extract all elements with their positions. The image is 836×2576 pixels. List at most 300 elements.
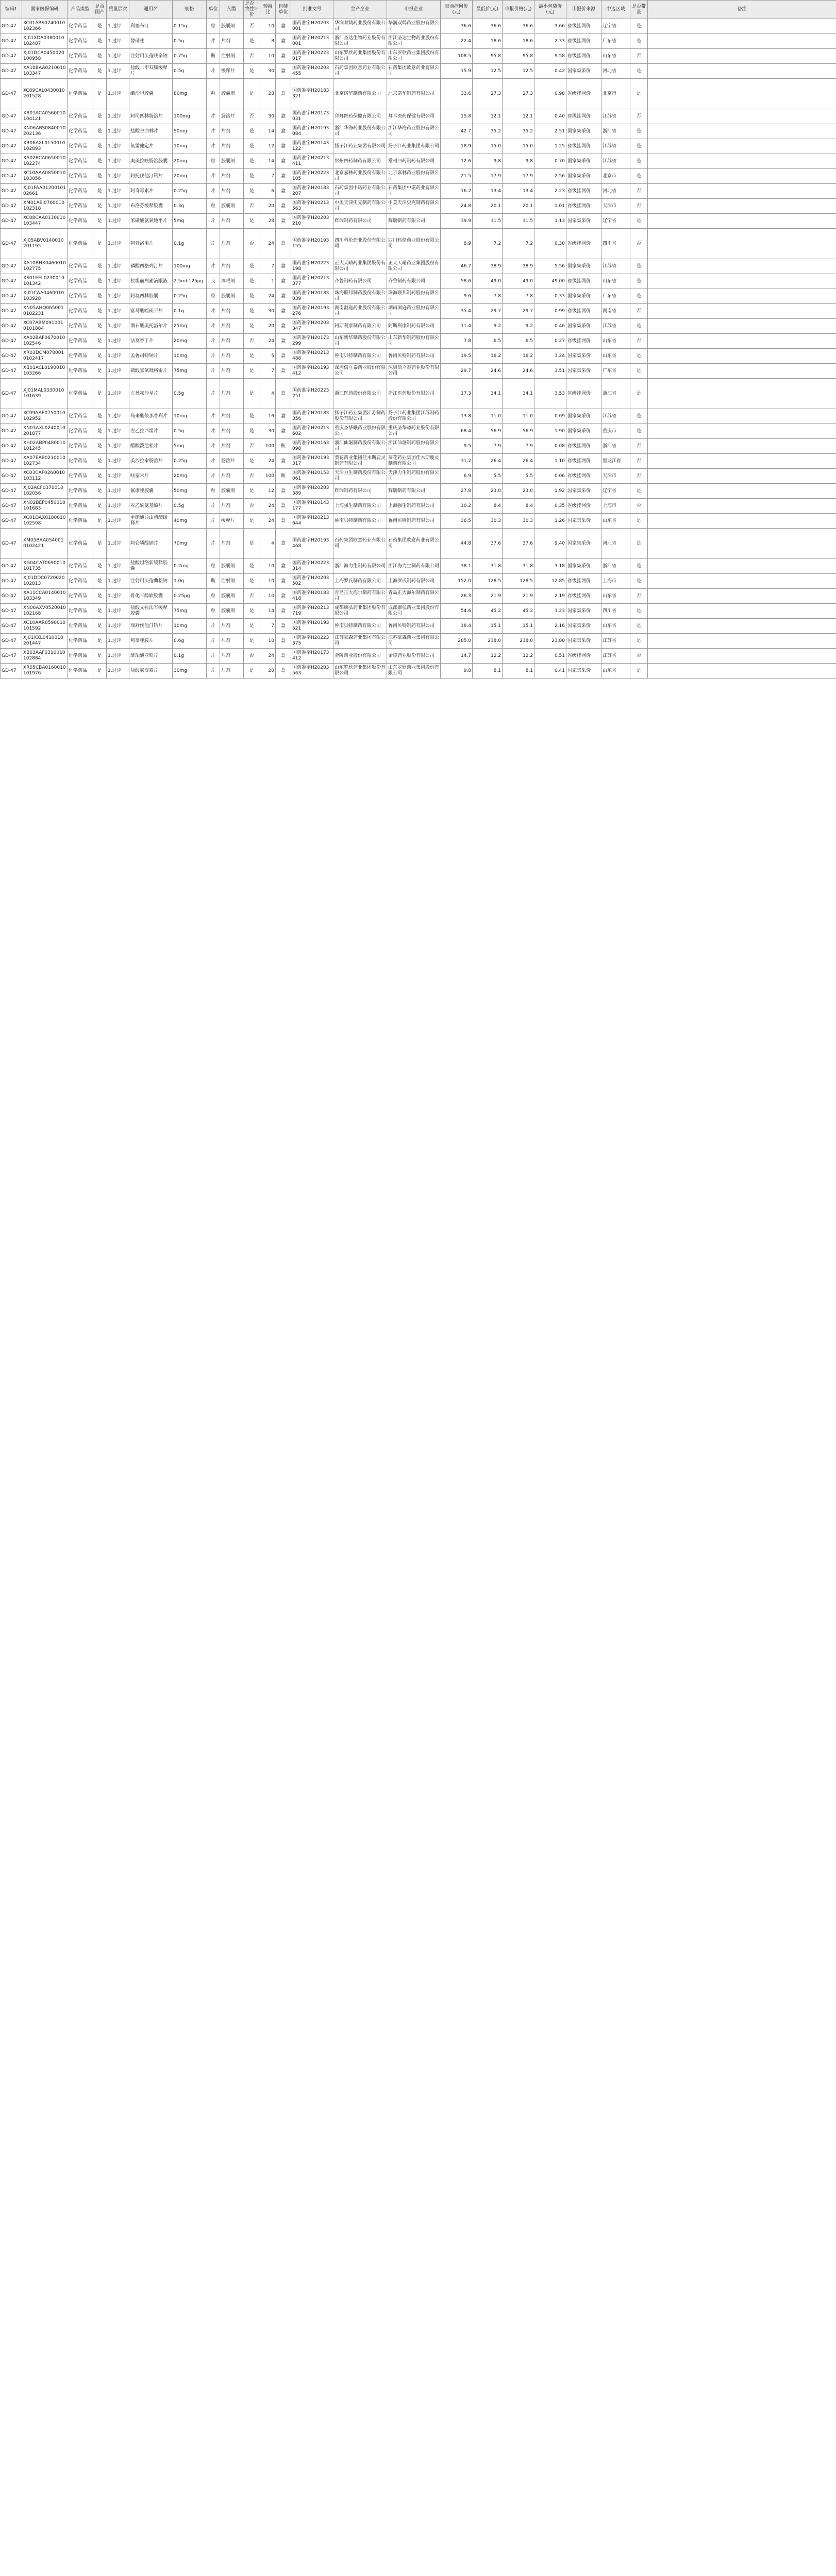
cell-low[interactable]: 15.0 (473, 139, 503, 154)
cell-name[interactable]: 孟鲁司特钠片 (129, 349, 173, 364)
cell-region[interactable]: 山东省 (601, 589, 630, 604)
cell-min[interactable]: 3.24 (534, 349, 566, 364)
cell-src[interactable]: 国家集采价 (566, 634, 601, 649)
cell-lvl[interactable]: 1.过评 (107, 79, 129, 109)
cell-maker[interactable]: 浙江医药股份有限公司 (333, 379, 387, 409)
cell-low[interactable]: 9.8 (473, 154, 503, 169)
cell-form[interactable]: 胶囊剂 (220, 79, 244, 109)
cell-eval[interactable]: 是 (244, 454, 260, 469)
cell-note[interactable] (648, 379, 836, 409)
cell-note[interactable] (648, 214, 836, 229)
cell-type[interactable]: 化学药品 (68, 304, 93, 319)
cell-pack[interactable]: 瓶 (276, 469, 291, 484)
cell-low[interactable]: 20.1 (473, 199, 503, 214)
cell-decl[interactable]: 常州四药制药有限公司 (387, 154, 441, 169)
cell-decl[interactable]: 浙江海力生制药有限公司 (387, 559, 441, 574)
cell-conv[interactable]: 10 (260, 574, 276, 589)
cell-note[interactable] (648, 64, 836, 79)
cell-price[interactable]: 7.8 (441, 334, 473, 349)
cell-offer[interactable]: 238.0 (503, 634, 534, 649)
table-row[interactable] (1, 79, 836, 109)
cell-lvl[interactable]: 1.过评 (107, 34, 129, 49)
cell-type[interactable]: 化学药品 (68, 109, 93, 124)
cell-dom[interactable]: 是 (93, 649, 107, 664)
cell-price[interactable]: 33.6 (441, 79, 473, 109)
cell-maker[interactable]: 拜耳医药保健有限公司 (333, 109, 387, 124)
cell-price[interactable]: 44.8 (441, 529, 473, 559)
cell-offer[interactable]: 12.2 (503, 649, 534, 664)
cell-dom[interactable]: 是 (93, 274, 107, 289)
cell-type[interactable]: 化学药品 (68, 214, 93, 229)
cell-price[interactable]: 29.7 (441, 364, 473, 379)
cell-maker[interactable]: 重庆圣华曦药业股份有限公司 (333, 424, 387, 439)
cell-src[interactable]: 国家集采价 (566, 214, 601, 229)
cell-spec[interactable]: 50mg (173, 484, 207, 499)
cell-low[interactable]: 29.7 (473, 304, 503, 319)
table-row[interactable] (1, 19, 836, 34)
cell-name[interactable]: 奥美拉唑肠溶胶囊 (129, 154, 173, 169)
cell-vbp[interactable]: 是 (630, 139, 648, 154)
cell-eval[interactable]: 是 (244, 349, 260, 364)
cell-decl[interactable]: 正大天晴药业集团股份有限公司 (387, 259, 441, 274)
cell-approval[interactable]: 国药准字H20213411 (291, 154, 333, 169)
cell-code[interactable]: XJ01MAL0330010101639 (22, 379, 68, 409)
cell-type[interactable]: 化学药品 (68, 364, 93, 379)
cell-price[interactable]: 35.4 (441, 304, 473, 319)
cell-offer[interactable]: 6.5 (503, 334, 534, 349)
column-header[interactable]: 规格 (173, 1, 207, 19)
cell-pack[interactable]: 盒 (276, 364, 291, 379)
cell-name[interactable]: 盐酸舍曲林片 (129, 124, 173, 139)
cell-lvl[interactable]: 1.过评 (107, 469, 129, 484)
cell-approval[interactable]: 国药准字H20183039 (291, 289, 333, 304)
column-header[interactable]: 最低价(元) (473, 1, 503, 19)
cell-id[interactable]: GD-47 (1, 574, 22, 589)
cell-low[interactable]: 24.6 (473, 364, 503, 379)
cell-dom[interactable]: 是 (93, 604, 107, 619)
column-header[interactable]: 备注 (648, 1, 836, 19)
cell-conv[interactable]: 20 (260, 199, 276, 214)
cell-lvl[interactable]: 1.过评 (107, 259, 129, 274)
cell-region[interactable]: 浙江省 (601, 439, 630, 454)
cell-price[interactable]: 9.5 (441, 439, 473, 454)
cell-name[interactable]: 酒石酸美托洛尔片 (129, 319, 173, 334)
table-row[interactable] (1, 454, 836, 469)
cell-type[interactable]: 化学药品 (68, 259, 93, 274)
cell-pack[interactable]: 盒 (276, 214, 291, 229)
cell-approval[interactable]: 国药准字H20203210 (291, 214, 333, 229)
column-header[interactable]: 通用名 (129, 1, 173, 19)
cell-conv[interactable]: 8 (260, 34, 276, 49)
cell-dom[interactable]: 是 (93, 379, 107, 409)
cell-src[interactable]: 国家集采价 (566, 259, 601, 274)
cell-form[interactable]: 片剂 (220, 349, 244, 364)
cell-name[interactable]: 阿司匹林肠溶片 (129, 109, 173, 124)
cell-form[interactable]: 片剂 (220, 409, 244, 424)
cell-vbp[interactable]: 是 (630, 169, 648, 184)
cell-form[interactable]: 胶囊剂 (220, 19, 244, 34)
cell-unit[interactable]: 粒 (207, 154, 220, 169)
cell-min[interactable]: 3.51 (534, 364, 566, 379)
cell-name[interactable]: 阿托伐他汀钙片 (129, 169, 173, 184)
cell-eval[interactable]: 否 (244, 649, 260, 664)
cell-price[interactable]: 18.9 (441, 139, 473, 154)
cell-name[interactable]: 拉坦前列素滴眼液 (129, 274, 173, 289)
cell-src[interactable]: 国家集采价 (566, 319, 601, 334)
cell-code[interactable]: XB01ACL0190010103266 (22, 364, 68, 379)
cell-decl[interactable]: 辉瑞制药有限公司 (387, 484, 441, 499)
cell-lvl[interactable]: 1.过评 (107, 274, 129, 289)
table-row[interactable] (1, 169, 836, 184)
cell-note[interactable] (648, 529, 836, 559)
cell-unit[interactable]: 片 (207, 139, 220, 154)
cell-dom[interactable]: 是 (93, 349, 107, 364)
cell-type[interactable]: 化学药品 (68, 649, 93, 664)
cell-type[interactable]: 化学药品 (68, 379, 93, 409)
cell-vbp[interactable]: 否 (630, 229, 648, 259)
cell-spec[interactable]: 0.15g (173, 19, 207, 34)
cell-decl[interactable]: 江苏豪森药业集团有限公司 (387, 634, 441, 649)
cell-decl[interactable]: 上海强生制药有限公司 (387, 499, 441, 514)
cell-min[interactable]: 3.66 (534, 19, 566, 34)
cell-spec[interactable]: 70mg (173, 529, 207, 559)
table-row[interactable] (1, 379, 836, 409)
cell-approval[interactable]: 国药准字H20203455 (291, 64, 333, 79)
cell-lvl[interactable]: 1.过评 (107, 19, 129, 34)
cell-pack[interactable]: 盒 (276, 154, 291, 169)
table-row[interactable] (1, 34, 836, 49)
cell-offer[interactable]: 11.0 (503, 409, 534, 424)
cell-id[interactable]: GD-47 (1, 274, 22, 289)
cell-id[interactable]: GD-47 (1, 529, 22, 559)
column-header[interactable]: 生产企业 (333, 1, 387, 19)
cell-min[interactable]: 3.23 (534, 604, 566, 619)
cell-pack[interactable]: 盒 (276, 124, 291, 139)
cell-maker[interactable]: 北京嘉林药业股份有限公司 (333, 169, 387, 184)
cell-id[interactable]: GD-47 (1, 124, 22, 139)
cell-conv[interactable]: 24 (260, 499, 276, 514)
cell-code[interactable]: XJ01DCA0450020100958 (22, 49, 68, 64)
cell-decl[interactable]: 天津力生制药股份有限公司 (387, 469, 441, 484)
cell-maker[interactable]: 齐鲁制药有限公司 (333, 274, 387, 289)
cell-spec[interactable]: 40mg (173, 514, 207, 529)
cell-low[interactable]: 49.0 (473, 274, 503, 289)
cell-min[interactable]: 0.69 (534, 409, 566, 424)
cell-eval[interactable]: 否 (244, 499, 260, 514)
column-header[interactable]: 国家医保编码 (22, 1, 68, 19)
cell-conv[interactable]: 7 (260, 364, 276, 379)
cell-lvl[interactable]: 1.过评 (107, 109, 129, 124)
cell-form[interactable]: 注射剂 (220, 49, 244, 64)
cell-unit[interactable]: 片 (207, 514, 220, 529)
cell-spec[interactable]: 0.5g (173, 424, 207, 439)
cell-lvl[interactable]: 1.过评 (107, 484, 129, 499)
cell-type[interactable]: 化学药品 (68, 49, 93, 64)
cell-conv[interactable]: 20 (260, 319, 276, 334)
cell-name[interactable]: 盐酸氨溴索片 (129, 664, 173, 679)
cell-unit[interactable]: 片 (207, 304, 220, 319)
cell-conv[interactable]: 100 (260, 439, 276, 454)
cell-pack[interactable]: 盒 (276, 289, 291, 304)
cell-min[interactable]: 2.19 (534, 589, 566, 604)
cell-id[interactable]: GD-47 (1, 634, 22, 649)
cell-lvl[interactable]: 1.过评 (107, 664, 129, 679)
cell-id[interactable]: GD-47 (1, 334, 22, 349)
cell-form[interactable]: 片剂 (220, 619, 244, 634)
cell-price[interactable]: 16.2 (441, 184, 473, 199)
cell-note[interactable] (648, 619, 836, 634)
cell-id[interactable]: GD-47 (1, 424, 22, 439)
cell-lvl[interactable]: 1.过评 (107, 574, 129, 589)
cell-vbp[interactable]: 是 (630, 484, 648, 499)
cell-pack[interactable]: 盒 (276, 559, 291, 574)
cell-min[interactable]: 23.80 (534, 634, 566, 649)
cell-name[interactable]: 盐酸坦洛新缓释胶囊 (129, 559, 173, 574)
cell-unit[interactable]: 片 (207, 124, 220, 139)
cell-id[interactable]: GD-47 (1, 79, 22, 109)
cell-low[interactable]: 23.0 (473, 484, 503, 499)
cell-eval[interactable]: 是 (244, 184, 260, 199)
cell-min[interactable]: 1.13 (534, 214, 566, 229)
cell-eval[interactable]: 是 (244, 574, 260, 589)
cell-lvl[interactable]: 1.过评 (107, 454, 129, 469)
cell-note[interactable] (648, 199, 836, 214)
cell-offer[interactable]: 35.2 (503, 124, 534, 139)
cell-lvl[interactable]: 1.过评 (107, 184, 129, 199)
cell-lvl[interactable]: 1.过评 (107, 559, 129, 574)
cell-code[interactable]: XM01AEI0700010102318 (22, 199, 68, 214)
column-header[interactable]: 批准文号 (291, 1, 333, 19)
cell-name[interactable]: 硫酸氢氯吡格雷片 (129, 364, 173, 379)
cell-decl[interactable]: 石药集团中诺药业有限公司 (387, 184, 441, 199)
cell-code[interactable]: XA02BCA0650010102274 (22, 154, 68, 169)
cell-approval[interactable]: 国药准字H20193521 (291, 619, 333, 634)
cell-note[interactable] (648, 469, 836, 484)
cell-form[interactable]: 片剂 (220, 664, 244, 679)
cell-maker[interactable]: 青岛正大海尔制药有限公司 (333, 589, 387, 604)
cell-src[interactable]: 国家集采价 (566, 409, 601, 424)
cell-vbp[interactable]: 否 (630, 649, 648, 664)
cell-maker[interactable]: 四川科伦药业股份有限公司 (333, 229, 387, 259)
cell-form[interactable]: 片剂 (220, 34, 244, 49)
cell-type[interactable]: 化学药品 (68, 664, 93, 679)
cell-dom[interactable]: 是 (93, 139, 107, 154)
cell-maker[interactable]: 浙江华海药业股份有限公司 (333, 124, 387, 139)
cell-maker[interactable]: 鲁南贝特制药有限公司 (333, 349, 387, 364)
cell-form[interactable]: 片剂 (220, 379, 244, 409)
cell-form[interactable]: 片剂 (220, 424, 244, 439)
cell-low[interactable]: 11.0 (473, 409, 503, 424)
cell-type[interactable]: 化学药品 (68, 589, 93, 604)
cell-maker[interactable]: 天津力生制药股份有限公司 (333, 469, 387, 484)
cell-pack[interactable]: 盒 (276, 139, 291, 154)
cell-type[interactable]: 化学药品 (68, 439, 93, 454)
cell-decl[interactable]: 山东新华制药股份有限公司 (387, 334, 441, 349)
column-header[interactable]: 包装单位 (276, 1, 291, 19)
cell-eval[interactable]: 是 (244, 424, 260, 439)
cell-approval[interactable]: 国药准字H20193155 (291, 229, 333, 259)
cell-src[interactable]: 国家集采价 (566, 619, 601, 634)
cell-vbp[interactable]: 是 (630, 214, 648, 229)
cell-pack[interactable]: 盒 (276, 454, 291, 469)
cell-approval[interactable]: 国药准字H20193317 (291, 454, 333, 469)
cell-src[interactable]: 省级挂网价 (566, 589, 601, 604)
cell-dom[interactable]: 是 (93, 19, 107, 34)
cell-price[interactable]: 285.0 (441, 634, 473, 649)
cell-spec[interactable]: 75mg (173, 364, 207, 379)
cell-pack[interactable]: 盒 (276, 424, 291, 439)
cell-pack[interactable]: 盒 (276, 529, 291, 559)
cell-spec[interactable]: 0.5g (173, 34, 207, 49)
cell-min[interactable]: 3.53 (534, 379, 566, 409)
cell-code[interactable]: XN06AXV0520010102168 (22, 604, 68, 619)
cell-price[interactable]: 36.5 (441, 514, 473, 529)
cell-id[interactable]: GD-47 (1, 364, 22, 379)
cell-type[interactable]: 化学药品 (68, 604, 93, 619)
cell-price[interactable]: 6.9 (441, 469, 473, 484)
cell-price[interactable]: 27.8 (441, 484, 473, 499)
cell-spec[interactable]: 30mg (173, 664, 207, 679)
cell-decl[interactable]: 上海罗氏制药有限公司 (387, 574, 441, 589)
cell-conv[interactable]: 24 (260, 334, 276, 349)
cell-dom[interactable]: 是 (93, 574, 107, 589)
cell-conv[interactable]: 12 (260, 139, 276, 154)
cell-approval[interactable]: 国药准字H20223375 (291, 634, 333, 649)
cell-dom[interactable]: 是 (93, 49, 107, 64)
cell-conv[interactable]: 4 (260, 379, 276, 409)
cell-unit[interactable]: 片 (207, 649, 220, 664)
cell-form[interactable]: 片剂 (220, 319, 244, 334)
cell-decl[interactable]: 金陵药业股份有限公司 (387, 649, 441, 664)
cell-min[interactable]: 12.85 (534, 574, 566, 589)
cell-id[interactable]: GD-47 (1, 64, 22, 79)
table-row[interactable] (1, 469, 836, 484)
cell-approval[interactable]: 国药准字H20193084 (291, 124, 333, 139)
cell-conv[interactable]: 28 (260, 79, 276, 109)
table-row[interactable] (1, 424, 836, 439)
cell-lvl[interactable]: 1.过评 (107, 634, 129, 649)
cell-id[interactable]: GD-47 (1, 154, 22, 169)
cell-form[interactable]: 胶囊剂 (220, 559, 244, 574)
cell-src[interactable]: 省级挂网价 (566, 34, 601, 49)
cell-vbp[interactable]: 是 (630, 664, 648, 679)
cell-approval[interactable]: 国药准字H20203001 (291, 19, 333, 34)
cell-region[interactable]: 四川省 (601, 604, 630, 619)
cell-src[interactable]: 国家集采价 (566, 124, 601, 139)
cell-region[interactable]: 江苏省 (601, 259, 630, 274)
cell-type[interactable]: 化学药品 (68, 79, 93, 109)
cell-code[interactable]: XN06ABS0840010202136 (22, 124, 68, 139)
cell-decl[interactable]: 北京诺华制药有限公司 (387, 79, 441, 109)
cell-src[interactable]: 省级挂网价 (566, 79, 601, 109)
cell-note[interactable] (648, 49, 836, 64)
cell-conv[interactable]: 7 (260, 169, 276, 184)
cell-eval[interactable]: 是 (244, 484, 260, 499)
cell-note[interactable] (648, 259, 836, 274)
cell-maker[interactable]: 华润双鹤药业股份有限公司 (333, 19, 387, 34)
cell-region[interactable]: 广东省 (601, 364, 630, 379)
cell-dom[interactable]: 是 (93, 334, 107, 349)
cell-note[interactable] (648, 109, 836, 124)
cell-offer[interactable]: 15.0 (503, 139, 534, 154)
cell-id[interactable]: GD-47 (1, 604, 22, 619)
cell-pack[interactable]: 盒 (276, 484, 291, 499)
cell-code[interactable]: XJ02ACF0370010102056 (22, 484, 68, 499)
cell-note[interactable] (648, 34, 836, 49)
cell-dom[interactable]: 是 (93, 79, 107, 109)
cell-type[interactable]: 化学药品 (68, 634, 93, 649)
cell-code[interactable]: XA07EAB0210010102734 (22, 454, 68, 469)
cell-decl[interactable]: 齐鲁制药有限公司 (387, 274, 441, 289)
cell-region[interactable]: 江苏省 (601, 634, 630, 649)
cell-min[interactable]: 0.41 (534, 664, 566, 679)
cell-src[interactable]: 省级挂网价 (566, 229, 601, 259)
table-row[interactable] (1, 259, 836, 274)
cell-region[interactable]: 河北省 (601, 529, 630, 559)
cell-eval[interactable]: 是 (244, 289, 260, 304)
cell-pack[interactable]: 盒 (276, 379, 291, 409)
cell-code[interactable]: XJ01CAA0460010103928 (22, 289, 68, 304)
column-header[interactable]: 编码1 (1, 1, 22, 19)
cell-lvl[interactable]: 1.过评 (107, 514, 129, 529)
column-header[interactable]: 目前挂网价(元) (441, 1, 473, 19)
cell-region[interactable]: 辽宁省 (601, 19, 630, 34)
cell-note[interactable] (648, 514, 836, 529)
cell-type[interactable]: 化学药品 (68, 274, 93, 289)
cell-src[interactable]: 省级挂网价 (566, 304, 601, 319)
cell-dom[interactable]: 是 (93, 169, 107, 184)
cell-code[interactable]: XH02ABP0480010101245 (22, 439, 68, 454)
cell-min[interactable]: 1.01 (534, 199, 566, 214)
cell-conv[interactable]: 12 (260, 484, 276, 499)
cell-lvl[interactable]: 1.过评 (107, 214, 129, 229)
table-row[interactable] (1, 319, 836, 334)
table-row[interactable] (1, 529, 836, 559)
table-row[interactable] (1, 439, 836, 454)
cell-vbp[interactable]: 是 (630, 529, 648, 559)
cell-price[interactable]: 17.3 (441, 379, 473, 409)
cell-note[interactable] (648, 589, 836, 604)
cell-low[interactable]: 15.1 (473, 619, 503, 634)
column-header[interactable]: 是否国产 (93, 1, 107, 19)
cell-code[interactable]: XC10AAR0590010101592 (22, 619, 68, 634)
cell-offer[interactable]: 21.9 (503, 589, 534, 604)
cell-eval[interactable]: 否 (244, 19, 260, 34)
cell-dom[interactable]: 是 (93, 664, 107, 679)
cell-approval[interactable]: 国药准字H20193468 (291, 529, 333, 559)
cell-id[interactable]: GD-47 (1, 589, 22, 604)
cell-lvl[interactable]: 1.过评 (107, 319, 129, 334)
cell-region[interactable]: 江苏省 (601, 409, 630, 424)
cell-dom[interactable]: 是 (93, 529, 107, 559)
cell-eval[interactable]: 是 (244, 214, 260, 229)
cell-eval[interactable]: 是 (244, 64, 260, 79)
cell-note[interactable] (648, 409, 836, 424)
cell-note[interactable] (648, 439, 836, 454)
cell-dom[interactable]: 是 (93, 154, 107, 169)
table-row[interactable] (1, 154, 836, 169)
cell-decl[interactable]: 成都康弘药业集团股份有限公司 (387, 604, 441, 619)
cell-src[interactable]: 省级挂网价 (566, 439, 601, 454)
cell-dom[interactable]: 是 (93, 499, 107, 514)
cell-pack[interactable]: 盒 (276, 664, 291, 679)
cell-spec[interactable]: 0.25g (173, 454, 207, 469)
cell-low[interactable]: 13.4 (473, 184, 503, 199)
cell-name[interactable]: 骨化三醇软胶囊 (129, 589, 173, 604)
cell-lvl[interactable]: 1.过评 (107, 604, 129, 619)
cell-price[interactable]: 152.0 (441, 574, 473, 589)
cell-lvl[interactable]: 1.过评 (107, 529, 129, 559)
